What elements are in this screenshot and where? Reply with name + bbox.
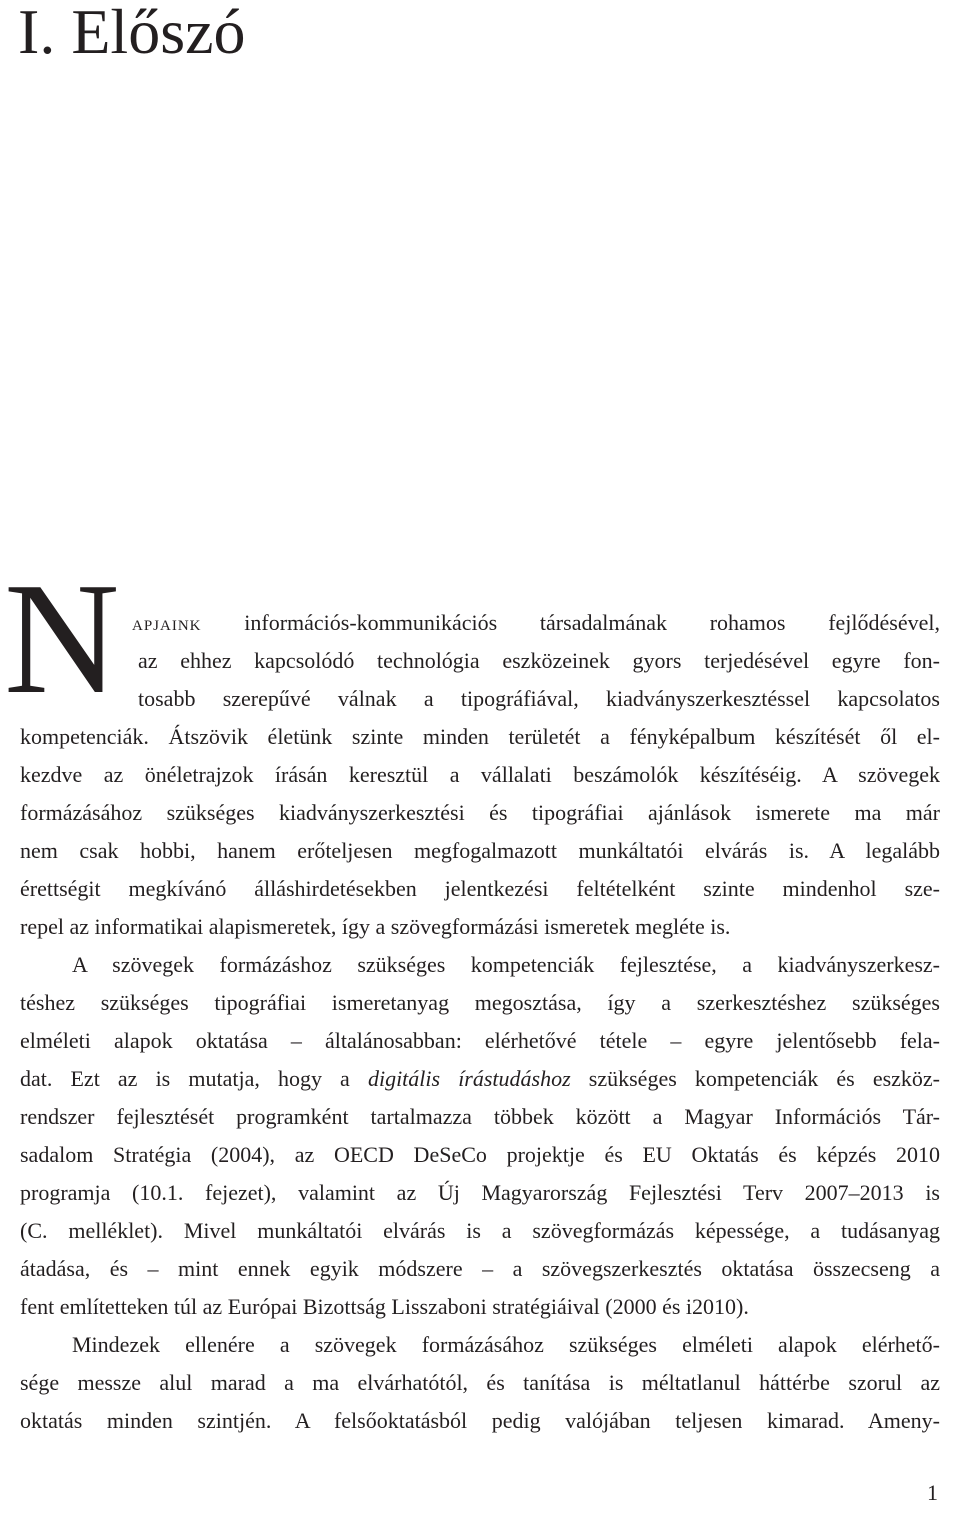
paragraph-first-line: A szövegek formázáshoz szükséges kompetenciák fejlesztése, a kiadványszerkesz- bbox=[72, 952, 940, 977]
text-line: (C. melléklet). Mivel munkáltatói elvárás is a szövegformázás képessége, a tudásanyag bbox=[20, 1218, 940, 1243]
text-line: átadása, és – mint ennek egyik módszere – a szövegszerkesztés oktatása összecseng a bbox=[20, 1256, 940, 1281]
text-line: az ehhez kapcsolódó technológia eszközeinek gyors terjedésével egyre fon- bbox=[138, 648, 940, 673]
small-caps-word: apjaink bbox=[132, 610, 202, 635]
text-line: téshez szükséges tipográfiai ismeretanyag megosztása, így a szerkesztéshez szükséges bbox=[20, 990, 940, 1015]
text-line: nem csak hobbi, hanem erőteljesen megfogalmazott munkáltatói elvárás is. A legalább bbox=[20, 838, 940, 863]
text-line: tosabb szerepűvé válnak a tipográfiával, kiadványszerkesztéssel kapcsolatos bbox=[138, 686, 940, 711]
text-line: programja (10.1. fejezet), valamint az Új Magyarország Fejlesztési Terv 2007–2013 is bbox=[20, 1180, 940, 1205]
text-line: rendszer fejlesztését programként tartalmazza többek között a Magyar Információs Tár- bbox=[20, 1104, 940, 1129]
text-line: érettségit megkívánó álláshirdetésekben jelentkezési feltételként szinte mindenhol sze- bbox=[20, 876, 940, 901]
text-line: elméleti alapok oktatása – általánosabban: elérhetővé tétele – egyre jelentősebb fela- bbox=[20, 1028, 940, 1053]
text-line bbox=[132, 604, 940, 642]
text-line: kompetenciák. Átszövik életünk szinte minden területét a fényképalbum készítését ől el- bbox=[20, 724, 940, 749]
text-line: fent említetteken túl az Európai Bizottság Lisszaboni stratégiáival (2000 és i2010). bbox=[20, 1294, 749, 1319]
page-number: 1 bbox=[927, 1480, 938, 1505]
drop-cap-letter: N bbox=[4, 549, 120, 727]
paragraph-first-line: Mindezek ellenére a szövegek formázásához szükséges elméleti alapok elérhető- bbox=[72, 1332, 940, 1357]
emphasized-term: digitális írástudáshoz bbox=[367, 1066, 571, 1091]
text-line: formázásához szükséges kiadványszerkesztési és tipográfiai ajánlások ismerete ma már bbox=[20, 800, 940, 825]
text-span: információs-kommunikációs társadalmának rohamos fejlődésével, bbox=[201, 610, 940, 635]
chapter-title: I. Előszó bbox=[18, 0, 246, 67]
text-line: repel az informatikai alapismeretek, így a szövegformázási ismeretek megléte is. bbox=[20, 914, 731, 939]
text-line: kezdve az önéletrajzok írásán keresztül a vállalati beszámolók készítéséig. A szövegek bbox=[20, 762, 940, 787]
text-line: sége messze alul marad a ma elvárhatótól, és tanítása is méltatlanul háttérbe szorul az bbox=[20, 1370, 940, 1395]
text-line: oktatás minden szintjén. A felsőoktatásból pedig valójában teljesen kimarad. Ameny- bbox=[20, 1408, 940, 1433]
text-line: sadalom Stratégia (2004), az OECD DeSeCo projektje és EU Oktatás és képzés 2010 bbox=[20, 1142, 940, 1167]
text-line bbox=[20, 1060, 940, 1098]
text-span: szükséges kompetenciák és eszköz- bbox=[570, 1066, 941, 1091]
text-span: dat. Ezt az is mutatja, hogy a bbox=[20, 1066, 368, 1091]
